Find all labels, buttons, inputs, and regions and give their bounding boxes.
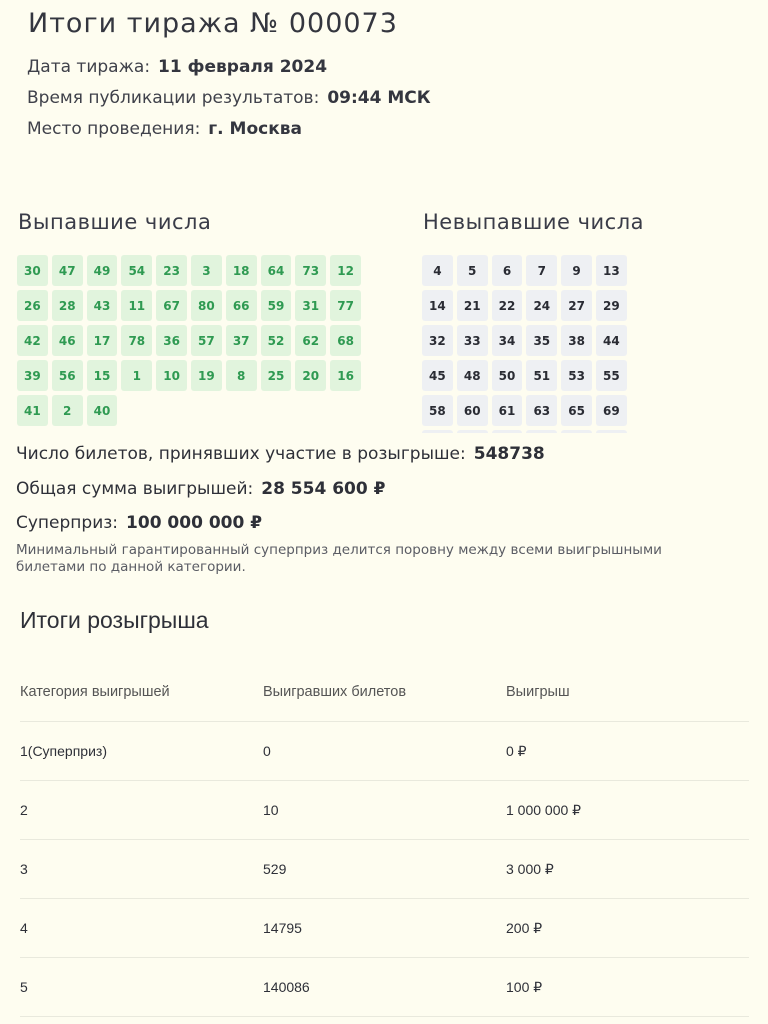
drawn-number-ball: 15 xyxy=(87,360,118,391)
not-drawn-number-ball: 7 xyxy=(526,255,557,286)
drawn-number-ball: 49 xyxy=(87,255,118,286)
drawn-number-ball: 41 xyxy=(17,395,48,426)
drawn-number-ball: 31 xyxy=(295,290,326,321)
not-drawn-number-ball xyxy=(492,430,523,433)
drawn-number-ball: 17 xyxy=(87,325,118,356)
category-cell: 2 xyxy=(20,802,28,818)
total-winnings-value: 28 554 600 ₽ xyxy=(261,479,386,499)
results-title: Итоги розыгрыша xyxy=(20,607,209,633)
not-drawn-number-ball: 14 xyxy=(422,290,453,321)
drawn-number-ball: 18 xyxy=(226,255,257,286)
drawn-number-ball: 30 xyxy=(17,255,48,286)
not-drawn-numbers-title: Невыпавшие числа xyxy=(423,210,644,234)
drawn-number-ball: 1 xyxy=(121,360,152,391)
not-drawn-number-ball: 9 xyxy=(561,255,592,286)
not-drawn-number-ball: 63 xyxy=(526,395,557,426)
not-drawn-number-ball xyxy=(561,430,592,433)
drawn-number-ball: 67 xyxy=(156,290,187,321)
drawn-number-ball: 20 xyxy=(295,360,326,391)
drawn-number-ball: 36 xyxy=(156,325,187,356)
drawn-number-ball: 37 xyxy=(226,325,257,356)
not-drawn-number-ball: 35 xyxy=(526,325,557,356)
drawn-number-ball: 8 xyxy=(226,360,257,391)
superprize xyxy=(16,513,262,533)
category-cell: 4 xyxy=(20,920,28,936)
table-row xyxy=(20,781,749,840)
drawn-number-ball: 78 xyxy=(121,325,152,356)
drawn-number-ball: 2 xyxy=(52,395,83,426)
drawn-number-ball: 11 xyxy=(121,290,152,321)
column-header-prize: Выигрыш xyxy=(506,684,570,700)
drawn-number-ball: 42 xyxy=(17,325,48,356)
not-drawn-number-ball xyxy=(596,430,627,433)
drawn-number-ball: 12 xyxy=(330,255,361,286)
not-drawn-number-ball: 53 xyxy=(561,360,592,391)
not-drawn-number-ball: 13 xyxy=(596,255,627,286)
drawn-number-ball: 46 xyxy=(52,325,83,356)
drawn-number-ball: 47 xyxy=(52,255,83,286)
not-drawn-number-ball: 34 xyxy=(492,325,523,356)
drawn-number-ball: 56 xyxy=(52,360,83,391)
results-table xyxy=(20,663,749,1017)
drawn-number-ball: 64 xyxy=(261,255,292,286)
draw-place-value: г. Москва xyxy=(208,119,302,139)
not-drawn-number-ball: 24 xyxy=(526,290,557,321)
drawn-number-ball: 62 xyxy=(295,325,326,356)
page-title: Итоги тиража № 000073 xyxy=(28,8,398,39)
drawn-number-ball: 52 xyxy=(261,325,292,356)
not-drawn-number-ball: 38 xyxy=(561,325,592,356)
column-header-category: Категория выигрышей xyxy=(20,684,170,700)
category-cell: 5 xyxy=(20,979,28,995)
drawn-number-ball: 80 xyxy=(191,290,222,321)
drawn-number-ball: 3 xyxy=(191,255,222,286)
drawn-number-ball: 28 xyxy=(52,290,83,321)
tickets-count-label: Число билетов, принявших участие в розыгрыше: xyxy=(16,444,466,464)
not-drawn-number-ball: 65 xyxy=(561,395,592,426)
not-drawn-number-ball: 21 xyxy=(457,290,488,321)
winners-cell: 0 xyxy=(263,743,271,759)
not-drawn-number-ball xyxy=(457,430,488,433)
drawn-numbers-grid xyxy=(17,255,361,426)
drawn-number-ball: 25 xyxy=(261,360,292,391)
drawn-number-ball: 54 xyxy=(121,255,152,286)
drawn-number-ball: 39 xyxy=(17,360,48,391)
winners-cell: 10 xyxy=(263,802,279,818)
drawn-number-ball: 68 xyxy=(330,325,361,356)
drawn-number-ball: 77 xyxy=(330,290,361,321)
prize-cell: 200 ₽ xyxy=(506,919,543,936)
not-drawn-number-ball: 27 xyxy=(561,290,592,321)
table-row xyxy=(20,958,749,1017)
drawn-number-ball: 59 xyxy=(261,290,292,321)
drawn-number-ball: 23 xyxy=(156,255,187,286)
winners-cell: 140086 xyxy=(263,979,310,995)
winners-cell: 14795 xyxy=(263,920,302,936)
draw-date-value: 11 февраля 2024 xyxy=(158,57,328,77)
superprize-label: Суперприз: xyxy=(16,513,119,533)
tickets-count-value: 548738 xyxy=(473,444,545,464)
table-row xyxy=(20,899,749,958)
not-drawn-number-ball: 48 xyxy=(457,360,488,391)
prize-cell: 100 ₽ xyxy=(506,978,543,995)
not-drawn-number-ball xyxy=(422,430,453,433)
total-winnings xyxy=(16,479,385,499)
drawn-number-ball: 10 xyxy=(156,360,187,391)
draw-date xyxy=(27,57,327,77)
not-drawn-number-ball: 33 xyxy=(457,325,488,356)
drawn-number-ball: 16 xyxy=(330,360,361,391)
drawn-numbers-title: Выпавшие числа xyxy=(18,210,212,234)
publish-time xyxy=(27,88,431,108)
category-cell: 1(Суперприз) xyxy=(20,743,107,759)
not-drawn-number-ball: 50 xyxy=(492,360,523,391)
category-cell: 3 xyxy=(20,861,28,877)
drawn-number-ball: 66 xyxy=(226,290,257,321)
not-drawn-number-ball: 29 xyxy=(596,290,627,321)
not-drawn-number-ball: 69 xyxy=(596,395,627,426)
drawn-number-ball: 43 xyxy=(87,290,118,321)
column-header-winners: Выигравших билетов xyxy=(263,684,407,700)
draw-place xyxy=(27,119,302,139)
not-drawn-number-ball: 60 xyxy=(457,395,488,426)
not-drawn-number-ball: 44 xyxy=(596,325,627,356)
drawn-number-ball: 26 xyxy=(17,290,48,321)
draw-date-label: Дата тиража: xyxy=(27,57,151,77)
draw-place-label: Место проведения: xyxy=(27,119,201,139)
drawn-number-ball: 19 xyxy=(191,360,222,391)
drawn-number-ball: 57 xyxy=(191,325,222,356)
not-drawn-number-ball: 58 xyxy=(422,395,453,426)
superprize-note: Минимальный гарантированный суперприз делится поровну между всеми выигрышными билетами по данной категории. xyxy=(16,542,662,575)
prize-cell: 1 000 000 ₽ xyxy=(506,801,582,818)
prize-cell: 0 ₽ xyxy=(506,742,527,759)
not-drawn-number-ball: 22 xyxy=(492,290,523,321)
not-drawn-number-ball: 32 xyxy=(422,325,453,356)
not-drawn-number-ball: 6 xyxy=(492,255,523,286)
not-drawn-number-ball: 5 xyxy=(457,255,488,286)
not-drawn-number-ball: 61 xyxy=(492,395,523,426)
publish-time-label: Время публикации результатов: xyxy=(27,88,320,108)
not-drawn-number-ball xyxy=(526,430,557,433)
not-drawn-number-ball: 51 xyxy=(526,360,557,391)
not-drawn-number-ball: 55 xyxy=(596,360,627,391)
table-row xyxy=(20,722,749,781)
drawn-number-ball: 40 xyxy=(87,395,118,426)
not-drawn-number-ball: 4 xyxy=(422,255,453,286)
prize-cell: 3 000 ₽ xyxy=(506,860,554,877)
drawn-number-ball: 73 xyxy=(295,255,326,286)
superprize-value: 100 000 000 ₽ xyxy=(126,513,263,533)
total-winnings-label: Общая сумма выигрышей: xyxy=(16,479,254,499)
not-drawn-numbers-grid[interactable] xyxy=(422,255,627,433)
publish-time-value: 09:44 МСК xyxy=(327,88,431,108)
table-row xyxy=(20,840,749,899)
tickets-count xyxy=(16,444,545,464)
not-drawn-number-ball: 45 xyxy=(422,360,453,391)
winners-cell: 529 xyxy=(263,861,287,877)
results-header-row xyxy=(20,663,749,722)
